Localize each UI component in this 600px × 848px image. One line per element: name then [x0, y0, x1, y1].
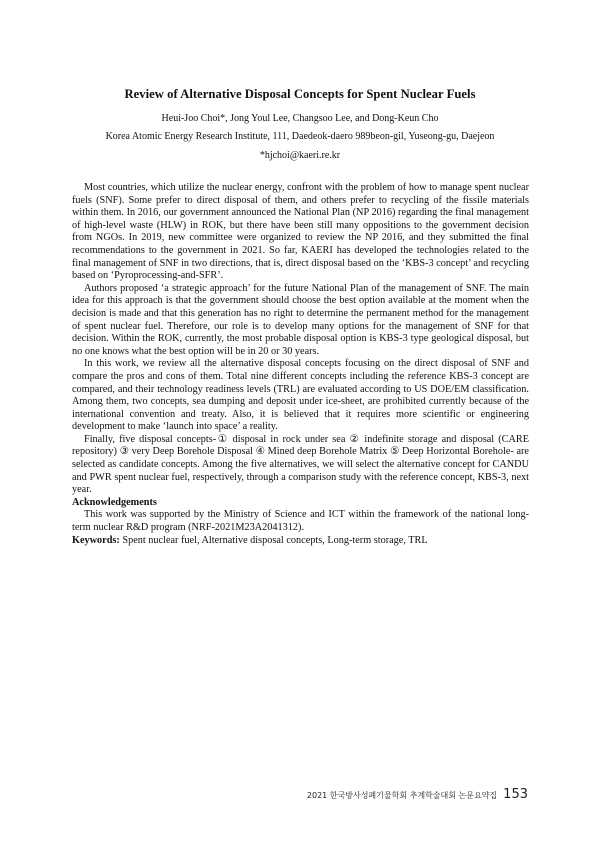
paragraph-3: In this work, we review all the alternative disposal concepts focusing on the direct disposal of SNF and compare the pros and cons of them. Total nine different concepts including the reference KBS-3 concept are compared, and their technology readiness levels (TRL) are evaluated according to US DOE/EM classification. Among them, two concepts, sea dumping and deposit under ice-sheet, are prohibited currently because of the international convention and treaty. Also, it is believed that it requires more scientific or engineering development to make ‘launch into space’ a reality.	[72, 358, 529, 433]
paragraph-4: Finally, five disposal concepts-① disposal in rock under sea ② indefinite storage and disposal (CARE repository) ③ very Deep Borehole Disposal ④ Mined deep Borehole Matrix ⑤ Deep Horizontal Borehole- are selected as candidate concepts. Among the five alternatives, we will select the alternative concept for CANDU and PWR spent nuclear fuel, respectively, through a comparison study with the reference concept, KBS-3, next year.	[72, 433, 529, 496]
author-list: Heui-Joo Choi*, Jong Youl Lee, Changsoo Lee, and Dong-Keun Cho	[161, 113, 439, 124]
keywords-label: Keywords:	[72, 534, 120, 546]
keywords-text: Spent nuclear fuel, Alternative disposal concepts, Long-term storage, TRL	[119, 534, 428, 546]
keywords	[72, 535, 529, 548]
paper-title: Review of Alternative Disposal Concepts for Spent Nuclear Fuels	[124, 87, 476, 101]
abstract-body	[72, 182, 529, 547]
proceedings-title: 2021 한국방사성폐기물학회 추계학술대회 논문요약집	[306, 791, 498, 800]
paragraph-2: Authors proposed ‘a strategic approach’ for the future National Plan of the management of SNF. The main idea for this approach is that the government should choose the best option available at the moment when the decision is made and that this generation has no right to determine the permanent method for the management of spent nuclear fuel. Therefore, our role is to develop many options for the management of SNF for that decision. Within the ROK, currently, the most probable disposal option is KBS-3 type geological disposal, but no one knows what the best option will be in 20 or 30 years.	[72, 282, 529, 357]
page-footer	[307, 787, 528, 802]
page-number: 153	[503, 787, 528, 802]
corresponding-email: *hjchoi@kaeri.re.kr	[259, 150, 341, 161]
paragraph-1: Most countries, which utilize the nuclear energy, confront with the problem of how to manage spent nuclear fuels (SNF). Some prefer to direct disposal of them, and others prefer to recycling of the fissile materials within them. In 2016, our government announced the National Plan (NP 2016) regarding the final management of high-level waste (HLW) in ROK, but there have been still many oppositions to the government decision from NGOs. In 2019, new committee were organized to review the NP 2016, and they submitted the final recommendations to the government in 2021. So far, KAERI has developed the technologies related to the final management of SNF in two directions, that is, direct disposal based on the ‘KBS-3 concept’ and recycling based on ‘Pyroprocessing-and-SFR’.	[72, 182, 529, 282]
affiliation: Korea Atomic Energy Research Institute, 111, Daedeok-daero 989beon-gil, Yuseong-gu, Daejeon	[105, 131, 495, 142]
acknowledgements-heading: Acknowledgements	[72, 496, 157, 508]
acknowledgements-text: This work was supported by the Ministry of Science and ICT within the framework of the national long-term nuclear R&D program (NRF-2021M23A2041312).	[72, 509, 529, 534]
